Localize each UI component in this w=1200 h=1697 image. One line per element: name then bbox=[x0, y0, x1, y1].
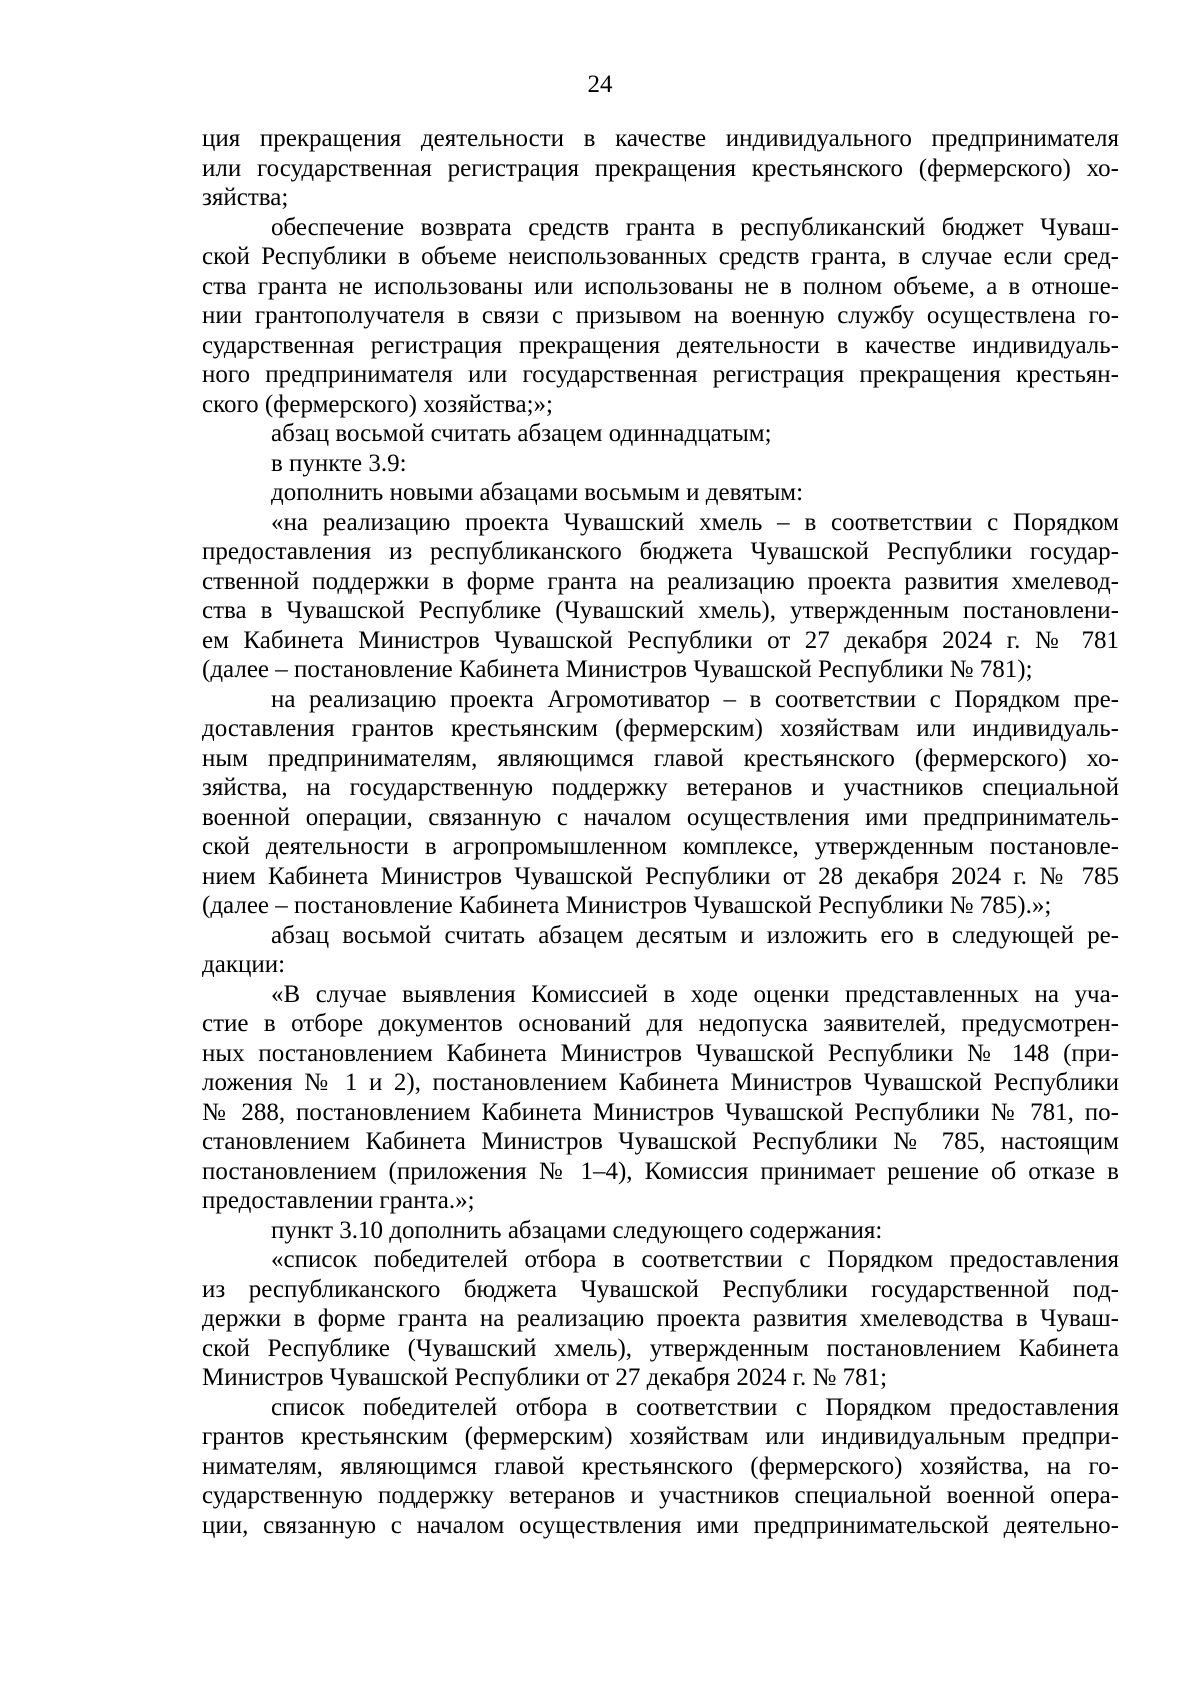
text-line: ства гранта не использованы или использованы не в полном объеме, а в отноше- bbox=[202, 272, 1119, 300]
text-line: нием Кабинета Министров Чувашской Республики от 28 декабря 2024 г. № 785 bbox=[202, 862, 1119, 890]
text-line: военной операции, связанную с началом осуществления ими предприниматель- bbox=[202, 803, 1119, 831]
text-line: из республиканского бюджета Чувашской Республики государственной под- bbox=[202, 1275, 1119, 1303]
text-line: ской Республики в объеме неиспользованных средств гранта, в случае если сред- bbox=[202, 243, 1119, 270]
text-line: доставления грантов крестьянским (фермерским) хозяйствам или индивидуаль- bbox=[202, 715, 1119, 742]
text-line: сударственная регистрация прекращения деятельности в качестве индивидуаль- bbox=[202, 331, 1119, 359]
document-body bbox=[202, 124, 1119, 1540]
text-line: дакции: bbox=[202, 951, 286, 978]
text-line: Министров Чувашской Республики от 27 декабря 2024 г. № 781; bbox=[202, 1364, 888, 1391]
text-line: пункт 3.10 дополнить абзацами следующего содержания: bbox=[271, 1216, 883, 1244]
text-line: ным предпринимателям, являющимся главой крестьянского (фермерского) хо- bbox=[202, 744, 1119, 772]
text-line: держки в форме гранта на реализацию проекта развития хмелеводства в Чуваш- bbox=[202, 1305, 1119, 1332]
text-line: ного предпринимателя или государственная регистрация прекращения крестьян- bbox=[202, 361, 1119, 388]
text-line: № 288, постановлением Кабинета Министров Чувашской Республики № 781, по- bbox=[202, 1098, 1119, 1126]
text-line: постановлением (приложения № 1–4), Комиссия принимает решение об отказе в bbox=[202, 1157, 1119, 1185]
text-line: «В случае выявления Комиссией в ходе оценки представленных на уча- bbox=[271, 980, 1119, 1008]
text-line: сударственную поддержку ветеранов и участников специальной военной опера- bbox=[202, 1482, 1119, 1509]
text-line: обеспечение возврата средств гранта в республиканский бюджет Чуваш- bbox=[271, 213, 1119, 241]
text-line: абзац восьмой считать абзацем одиннадцатым; bbox=[271, 420, 772, 447]
page-number: 24 bbox=[587, 71, 613, 98]
text-line: ция прекращения деятельности в качестве индивидуального предпринимателя bbox=[202, 125, 1119, 152]
text-line: ции, связанную с началом осуществления ими предпринимательской деятельно- bbox=[202, 1511, 1119, 1539]
text-line: зяйства, на государственную поддержку ветеранов и участников специальной bbox=[202, 774, 1119, 801]
text-line: ложения № 1 и 2), постановлением Кабинета Министров Чувашской Республики bbox=[202, 1069, 1119, 1096]
text-line: дополнить новыми абзацами восьмым и девятым: bbox=[271, 479, 804, 506]
text-line: ем Кабинета Министров Чувашской Республики от 27 декабря 2024 г. № 781 bbox=[202, 626, 1119, 654]
text-line: ных постановлением Кабинета Министров Чувашской Республики № 148 (при- bbox=[202, 1039, 1119, 1067]
text-line: список победителей отбора в соответствии с Порядком предоставления bbox=[271, 1393, 1119, 1421]
text-line: ского (фермерского) хозяйства;»; bbox=[202, 390, 553, 418]
text-line: или государственная регистрация прекращения крестьянского (фермерского) хо- bbox=[202, 154, 1119, 182]
text-line: становлением Кабинета Министров Чувашской Республики № 785, настоящим bbox=[202, 1128, 1119, 1155]
text-line: нимателям, являющимся главой крестьянского (фермерского) хозяйства, на го- bbox=[202, 1452, 1119, 1480]
text-line: ской Республике (Чувашский хмель), утвержденным постановлением Кабинета bbox=[202, 1334, 1119, 1362]
text-line: (далее – постановление Кабинета Министров Чувашской Республики № 785).»; bbox=[202, 892, 1052, 919]
text-line: грантов крестьянским (фермерским) хозяйствам или индивидуальным предпри- bbox=[202, 1423, 1119, 1450]
text-line: зяйства; bbox=[202, 184, 289, 211]
text-line: (далее – постановление Кабинета Министров Чувашской Республики № 781); bbox=[202, 656, 1033, 683]
text-line: «список победителей отбора в соответствии с Порядком предоставления bbox=[271, 1246, 1119, 1273]
text-line: абзац восьмой считать абзацем десятым и изложить его в следующей ре- bbox=[271, 921, 1119, 949]
text-line: ственной поддержки в форме гранта на реализацию проекта развития хмелевод- bbox=[202, 567, 1119, 595]
text-line: предоставления из республиканского бюджета Чувашской Республики государ- bbox=[202, 538, 1119, 565]
text-line: ской деятельности в агропромышленном комплексе, утвержденным постановле- bbox=[202, 833, 1119, 860]
text-line: в пункте 3.9: bbox=[271, 449, 407, 477]
text-line: ства в Чувашской Республике (Чувашский хмель), утвержденным постановлени- bbox=[202, 597, 1119, 624]
text-line: предоставлении гранта.»; bbox=[202, 1187, 475, 1214]
text-line: стие в отборе документов оснований для недопуска заявителей, предусмотрен- bbox=[202, 1010, 1119, 1037]
text-line: «на реализацию проекта Чувашский хмель – в соответствии с Порядком bbox=[271, 508, 1119, 536]
text-line: нии грантополучателя в связи с призывом на военную службу осуществлена го- bbox=[202, 302, 1119, 329]
text-line: на реализацию проекта Агромотиватор – в соответствии с Порядком пре- bbox=[271, 685, 1119, 713]
